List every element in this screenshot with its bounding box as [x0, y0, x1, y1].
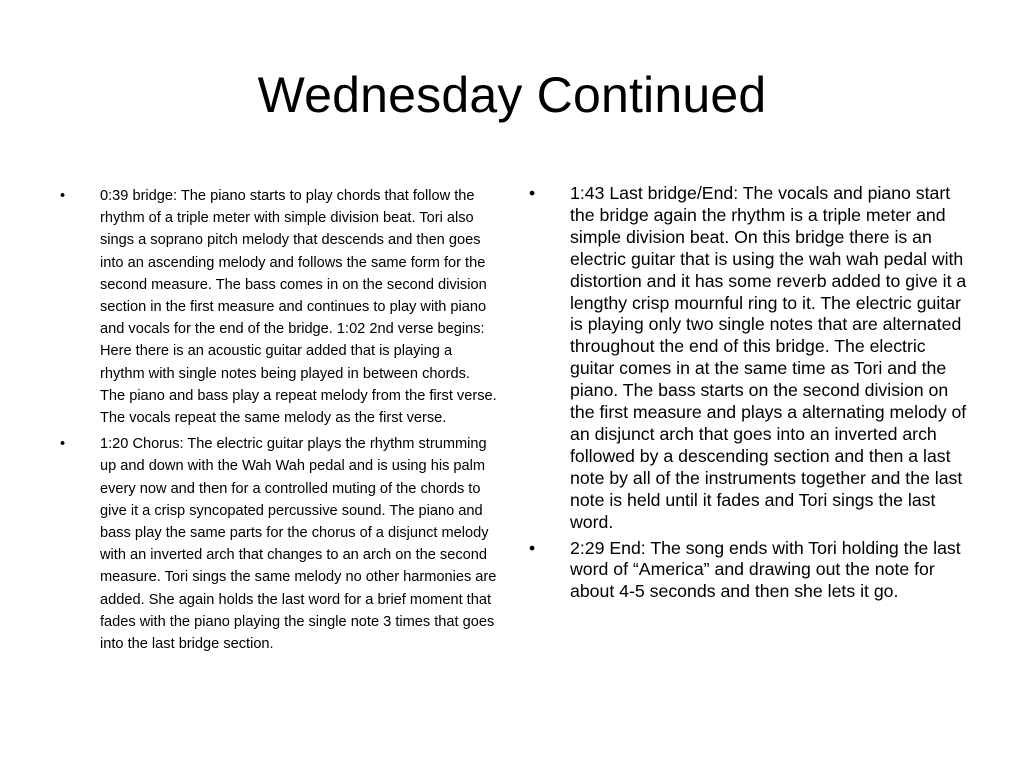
slide-title: Wednesday Continued — [257, 67, 767, 123]
list-item — [58, 433, 498, 655]
list-item — [527, 183, 972, 534]
list-item-text: 0:39 bridge: The piano starts to play chords that follow the rhythm of a triple meter with simple division beat. Tori also sings a soprano pitch melody that descends and then goes into an ascending melody and follows the same form for the second measure. The bass comes in on the second division section in the first measure and continues to play with piano and vocals for the end of the bridge. 1:02 2nd verse begins: Here there is an acoustic guitar added that is playing a rhythm with single notes being played in between chords. The piano and bass play a repeat melody from the first verse. The vocals repeat the same melody as the first verse. — [100, 188, 497, 427]
bullet-icon: • — [60, 188, 66, 204]
list-item — [58, 185, 498, 429]
list-item — [527, 538, 972, 604]
right-column-list — [527, 183, 972, 607]
bullet-icon: • — [529, 183, 536, 203]
bullet-icon: • — [529, 537, 536, 558]
bullet-icon: • — [60, 436, 66, 453]
list-item-text: 2:29 End: The song ends with Tori holding the last word of “America” and drawing out the note for about 4-5 seconds and then she lets it go. — [570, 537, 961, 602]
list-item-text: 1:43 Last bridge/End: The vocals and piano start the bridge again the rhythm is a triple meter and simple division beat. On this bridge there is an electric guitar that is using the wah wah pedal with distortion and it has some reverb added to give it a lengthy crisp mournful ring to it. The electric guitar is playing only two single notes that are alternated throughout the end of this bridge. The electric guitar comes in at the same time as Tori and the piano. The bass starts on the second division on the first measure and plays a alternating melody of an disjunct arch that goes into an inverted arch followed by a descending section and then a last note by all of the instruments together and the last note is held until it fades and Tori sings the last word. — [570, 183, 967, 532]
left-column-list — [58, 185, 498, 659]
list-item-text: 1:20 Chorus: The electric guitar plays the rhythm strumming up and down with the Wah Wah pedal and is using his palm every now and then for a controlled muting of the chords to give it a crisp syncopated percussive sound. The piano and bass play the same parts for the chorus of a disjunct melody with an inverted arch that changes to an arch on the second measure. Tori sings the same melody no other harmonies are added. She again holds the last word for a brief moment that fades with the piano playing the single note 3 times that goes into the last bridge section. — [100, 436, 497, 653]
